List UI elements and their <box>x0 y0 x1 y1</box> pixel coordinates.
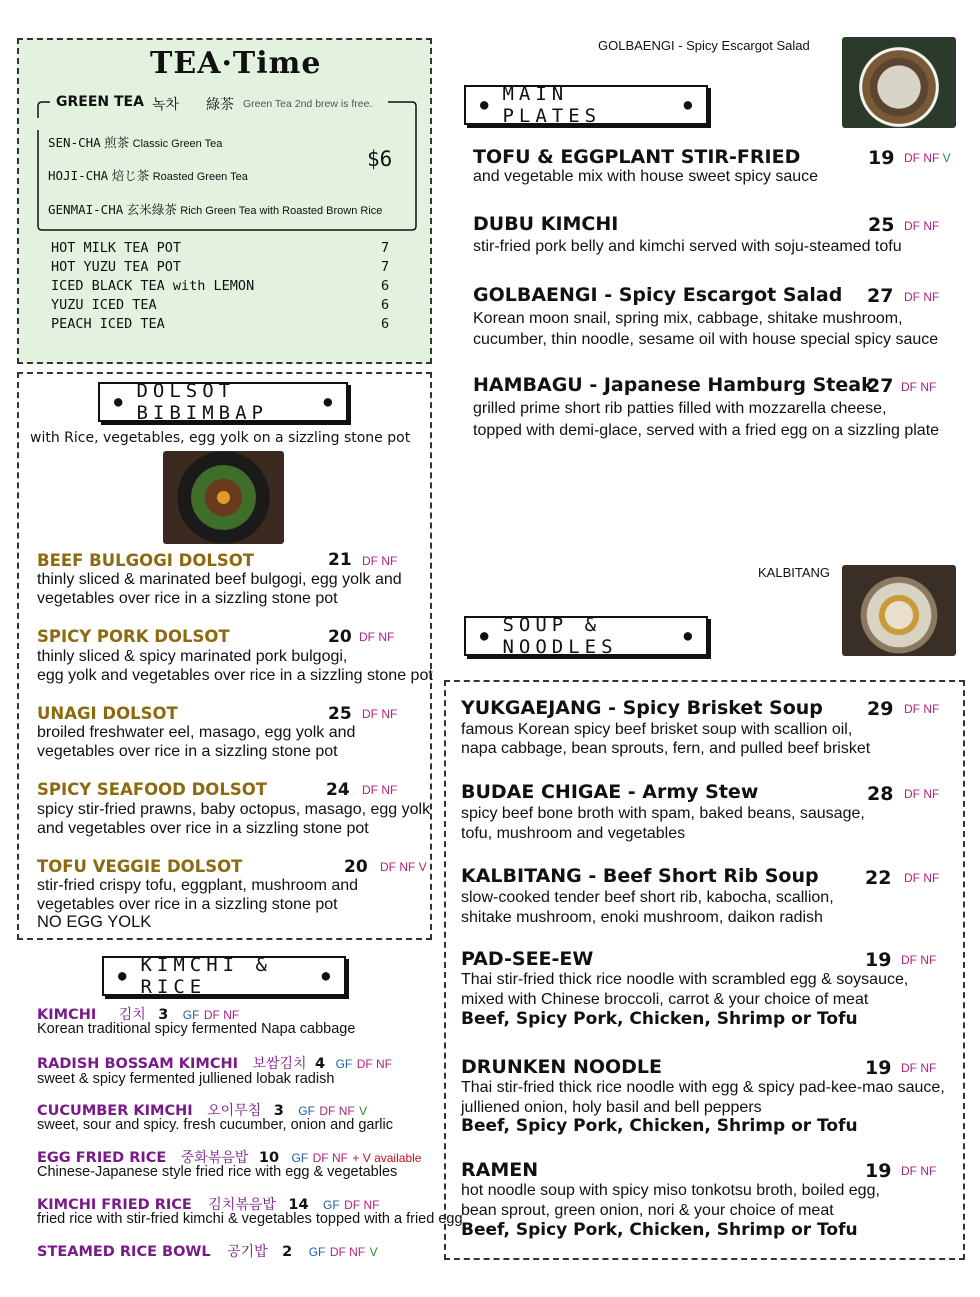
dolsot-item-name: TOFU VEGGIE DOLSOT <box>37 857 243 876</box>
tea-other-row: PEACH ICED TEA <box>51 316 165 332</box>
kimchi-item-desc: Chinese-Japanese style fried rice with egg & vegetables <box>37 1164 398 1180</box>
soup-item-desc: bean sprout, green onion, nori & your choice of meat <box>461 1202 834 1219</box>
tea-other-price: 6 <box>381 278 390 294</box>
main-photo <box>842 37 956 128</box>
dolsot-item-desc: vegetables over rice in a sizzling stone pot <box>37 896 338 913</box>
tea-other-row: HOT YUZU TEA POT <box>51 259 182 275</box>
soup-photo <box>842 565 956 656</box>
tea-time-title: TEA·Time <box>150 46 322 81</box>
dolsot-item-name: SPICY PORK DOLSOT <box>37 627 230 646</box>
tea-other-row: HOT MILK TEA POT <box>51 240 182 256</box>
soup-item-tags: DF NF <box>901 1164 937 1178</box>
soup-item-tags: DF NF <box>901 953 937 967</box>
soup-item-tags: DF NF <box>901 1061 937 1075</box>
dolsot-item-tags: DF NF <box>362 783 398 797</box>
kimchi-item-desc: fried rice with stir-fried kimchi & vegetables topped with a fried egg <box>37 1211 463 1227</box>
kimchi-item: EGG FRIED RICE 중화볶음밥 10 GF DF NF + V available <box>37 1149 422 1166</box>
dolsot-item-desc: vegetables over rice in a sizzling stone pot <box>37 590 338 607</box>
dolsot-item-price: 20 <box>328 627 352 647</box>
tea-other-price: 6 <box>381 297 390 313</box>
main-item-desc: grilled prime short rib patties filled with mozzarella cheese, <box>473 400 887 417</box>
dolsot-item-desc: stir-fried crispy tofu, eggplant, mushroom and <box>37 877 359 894</box>
soup-item-name: RAMEN <box>461 1159 539 1181</box>
kimchi-item: KIMCHI FRIED RICE 김치볶음밥 14 GF DF NF <box>37 1196 380 1213</box>
soup-item-name: BUDAE CHIGAE - Army Stew <box>461 781 759 803</box>
soup-item-price: 19 <box>865 1160 892 1182</box>
dolsot-item-desc: spicy stir-fried prawns, baby octopus, masago, egg yolk <box>37 801 431 818</box>
tea-other-price: 7 <box>381 259 390 275</box>
dolsot-item-desc: thinly sliced & spicy marinated pork bulgogi, <box>37 648 348 665</box>
main-item-desc: stir-fried pork belly and kimchi served with soju-steamed tofu <box>473 238 902 255</box>
main-banner: ● MAIN PLATES ● <box>464 85 708 125</box>
dolsot-item-name: BEEF BULGOGI DOLSOT <box>37 551 255 570</box>
green-tea-label: GREEN TEA <box>56 94 144 110</box>
tea-other-price: 7 <box>381 240 390 256</box>
soup-item-tags: DF NF <box>904 787 940 801</box>
dolsot-item-desc: broiled freshwater eel, masago, egg yolk and <box>37 724 356 741</box>
soup-item-name: YUKGAEJANG - Spicy Brisket Soup <box>461 697 823 719</box>
main-item-name: HAMBAGU - Japanese Hamburg Steak <box>473 374 874 396</box>
main-item-price: 27 <box>867 285 894 307</box>
kimchi-item-desc: Korean traditional spicy fermented Napa cabbage <box>37 1021 356 1037</box>
tea-other-price: 6 <box>381 316 390 332</box>
dolsot-item-price: 25 <box>328 704 352 724</box>
soup-item-desc: spicy beef bone broth with spam, baked beans, sausage, <box>461 805 865 822</box>
kimchi-item: RADISH BOSSAM KIMCHI 보쌈김치 4 GF DF NF <box>37 1055 393 1072</box>
kimchi-item-desc: sweet & spicy fermented julliened lobak radish <box>37 1071 335 1087</box>
main-item-desc: topped with demi-glace, served with a fried egg on a sizzling plate <box>473 422 940 439</box>
dolsot-photo <box>163 451 284 544</box>
dolsot-item-desc: vegetables over rice in a sizzling stone pot <box>37 743 338 760</box>
green-tea-price: $6 <box>367 147 393 171</box>
soup-banner: ● SOUP & NOODLES ● <box>464 616 708 656</box>
soup-item-price: 19 <box>865 1057 892 1079</box>
soup-item-desc: famous Korean spicy beef brisket soup with scallion oil, <box>461 721 853 738</box>
soup-photo-caption: KALBITANG <box>758 565 831 580</box>
soup-item-desc: napa cabbage, bean sprouts, fern, and pulled beef brisket <box>461 740 871 757</box>
main-item-price: 25 <box>868 214 895 236</box>
dolsot-item-name: UNAGI DOLSOT <box>37 704 178 723</box>
soup-item-tags: DF NF <box>904 702 940 716</box>
dolsot-item-tags: DF NF V <box>380 860 427 874</box>
soup-item-price: 29 <box>867 698 894 720</box>
main-item-price: 27 <box>867 375 894 397</box>
soup-item-desc: julliened onion, holy basil and bell peppers <box>461 1099 762 1116</box>
soup-item-name: PAD-SEE-EW <box>461 948 594 970</box>
main-item-price: 19 <box>868 147 895 169</box>
green-tea-note: Green Tea 2nd brew is free. <box>243 98 373 110</box>
dolsot-subtitle: with Rice, vegetables, egg yolk on a sizzling stone pot <box>30 430 411 446</box>
dolsot-item-desc: and vegetables over rice in a sizzling stone pot <box>37 820 369 837</box>
kimchi-banner: ● KIMCHI & RICE ● <box>102 956 346 996</box>
dolsot-item-price: 24 <box>326 780 350 800</box>
kimchi-item: STEAMED RICE BOWL 공기밥 2 GF DF NF V <box>37 1243 378 1260</box>
main-item-tags: DF NF V <box>904 151 951 165</box>
soup-item-price: 28 <box>867 783 894 805</box>
soup-item-price: 22 <box>865 867 892 889</box>
tea-item: SEN-CHA 煎茶 Classic Green Tea <box>48 135 223 150</box>
dolsot-item-desc: egg yolk and vegetables over rice in a sizzling stone pot <box>37 667 433 684</box>
dolsot-item-price: 20 <box>344 857 368 877</box>
main-item-desc: Korean moon snail, spring mix, cabbage, shitake mushroom, <box>473 310 903 327</box>
main-item-name: TOFU & EGGPLANT STIR-FRIED <box>473 146 801 168</box>
tea-other-row: YUZU ICED TEA <box>51 297 157 313</box>
dolsot-item-tags: DF NF <box>362 707 398 721</box>
tea-item: HOJI-CHA 焙じ茶 Roasted Green Tea <box>48 168 248 183</box>
kimchi-item: CUCUMBER KIMCHI 오이무침 3 GF DF NF V <box>37 1102 368 1119</box>
soup-item-choice: Beef, Spicy Pork, Chicken, Shrimp or Tofu <box>461 1220 858 1240</box>
dolsot-item-name: SPICY SEAFOOD DOLSOT <box>37 780 268 799</box>
soup-item-name: KALBITANG - Beef Short Rib Soup <box>461 865 819 887</box>
soup-item-price: 19 <box>865 949 892 971</box>
main-item-desc: cucumber, thin noodle, sesame oil with house special spicy sauce <box>473 331 939 348</box>
tea-other-row: ICED BLACK TEA with LEMON <box>51 278 255 294</box>
soup-item-desc: mixed with Chinese broccoli, carrot & your choice of meat <box>461 991 869 1008</box>
green-tea-korean: 녹차 <box>152 96 180 112</box>
soup-item-desc: Thai stir-fried thick rice noodle with scrambled egg & soysauce, <box>461 971 909 988</box>
main-item-name: DUBU KIMCHI <box>473 213 619 235</box>
main-item-tags: DF NF <box>904 219 940 233</box>
soup-item-name: DRUNKEN NOODLE <box>461 1056 663 1078</box>
soup-item-desc: Thai stir-fried thick rice noodle with egg & spicy pad-kee-mao sauce, <box>461 1079 945 1096</box>
tea-item: GENMAI-CHA 玄米綠茶 Rich Green Tea with Roasted Brown Rice <box>48 202 383 217</box>
dolsot-item-note: NO EGG YOLK <box>37 913 152 931</box>
dolsot-item-price: 21 <box>328 550 352 570</box>
soup-item-desc: shitake mushroom, enoki mushroom, daikon radish <box>461 909 823 926</box>
dolsot-item-tags: DF NF <box>359 630 395 644</box>
soup-item-desc: hot noodle soup with spicy miso tonkotsu broth, boiled egg, <box>461 1182 880 1199</box>
dolsot-item-tags: DF NF <box>362 554 398 568</box>
dolsot-banner: ● DOLSOT BIBIMBAP ● <box>98 382 348 422</box>
soup-item-choice: Beef, Spicy Pork, Chicken, Shrimp or Tofu <box>461 1009 858 1029</box>
main-item-tags: DF NF <box>901 380 937 394</box>
main-item-name: GOLBAENGI - Spicy Escargot Salad <box>473 284 843 306</box>
kimchi-item-desc: sweet, sour and spicy. fresh cucumber, onion and garlic <box>37 1117 393 1133</box>
soup-item-desc: slow-cooked tender beef short rib, kabocha, scallion, <box>461 889 834 906</box>
soup-item-tags: DF NF <box>904 871 940 885</box>
main-item-desc: and vegetable mix with house sweet spicy sauce <box>473 168 819 185</box>
soup-item-choice: Beef, Spicy Pork, Chicken, Shrimp or Tofu <box>461 1116 858 1136</box>
kimchi-item: KIMCHI 김치 3 GF DF NF <box>37 1006 240 1023</box>
main-item-tags: DF NF <box>904 290 940 304</box>
soup-item-desc: tofu, mushroom and vegetables <box>461 825 686 842</box>
main-photo-caption: GOLBAENGI - Spicy Escargot Salad <box>598 38 810 53</box>
green-tea-kanji: 綠茶 <box>206 96 234 112</box>
dolsot-item-desc: thinly sliced & marinated beef bulgogi, egg yolk and <box>37 571 402 588</box>
